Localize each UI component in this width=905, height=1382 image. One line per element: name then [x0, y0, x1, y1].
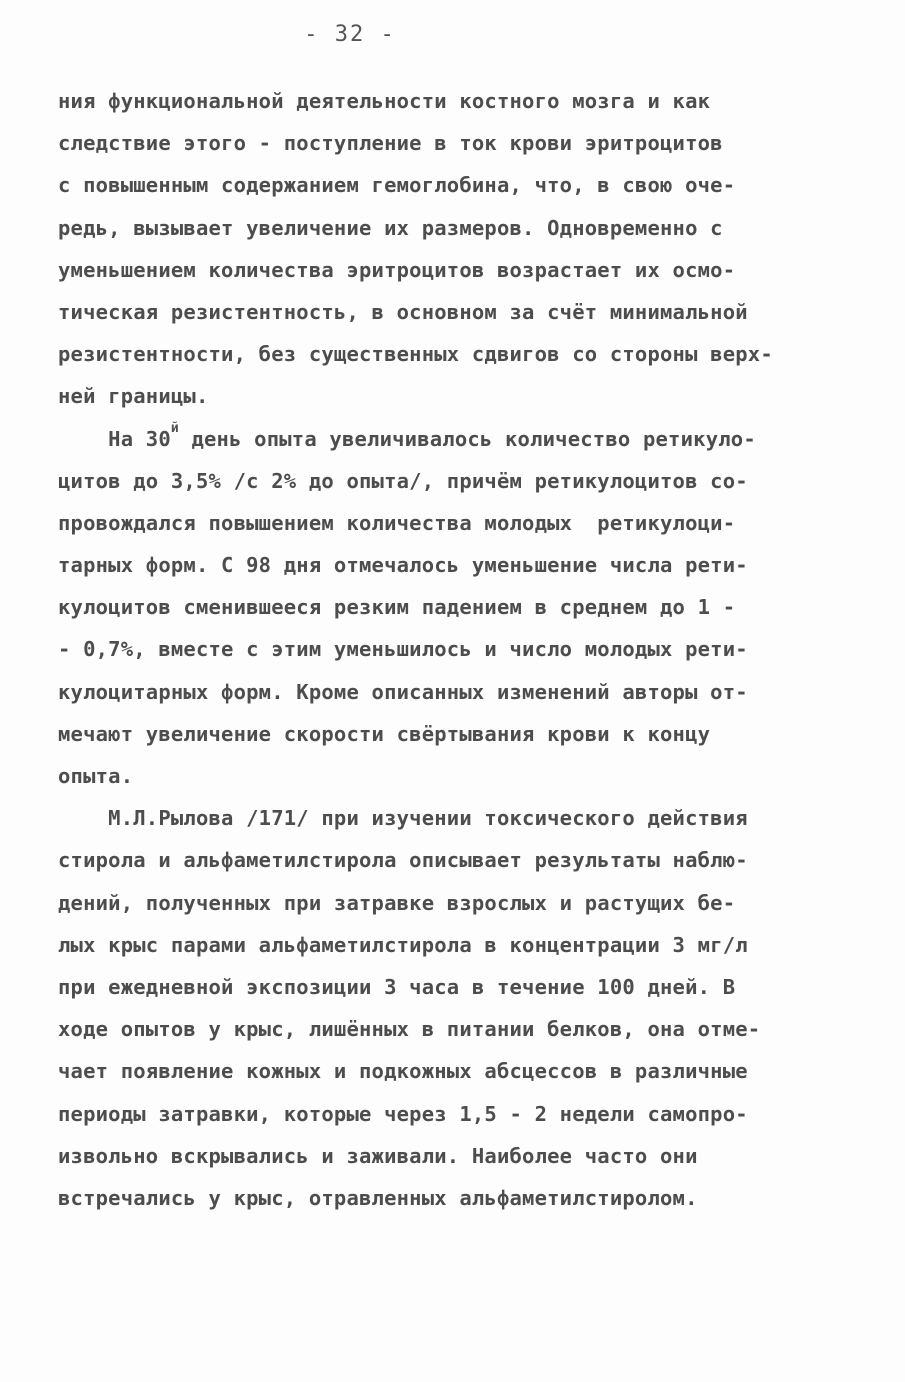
text-line: редь, вызывает увеличение их размеров. Одновременно с [58, 215, 723, 240]
text-line: - 0,7%, вместе с этим уменьшилось и число молодых рети- [58, 637, 748, 662]
text-line: стирола и альфаметилстирола описывает результаты наблю- [58, 848, 748, 873]
text-line: при ежедневной экспозиции 3 часа в течение 100 дней. В [58, 974, 736, 999]
page-number: - 32 - [304, 22, 396, 47]
text-line: мечают увеличение скорости свёртывания крови к концу [58, 721, 711, 746]
line-prefix: На 30 [58, 426, 171, 451]
body-text [58, 80, 858, 1219]
text-line: опыта. [58, 764, 134, 788]
text-line: резистентности, без существенных сдвигов со стороны верх- [58, 342, 773, 367]
text-line: лых крыс парами альфаметилстирола в концентрации 3 мг/л [58, 932, 748, 957]
text-line: кулоцитарных форм. Кроме описанных изменений авторы от- [58, 679, 748, 704]
text-line: следствие этого - поступление в ток крови эритроцитов [58, 131, 723, 156]
text-line: с повышенным содержанием гемоглобина, что, в свою оче- [58, 173, 736, 198]
text-line: ходе опытов у крыс, лишённых в питании белков, она отме- [58, 1017, 761, 1042]
text-line: извольно вскрывались и заживали. Наиболее часто они [58, 1143, 698, 1168]
text-line: уменьшением количества эритроцитов возрастает их осмо- [58, 257, 736, 282]
superscript: й [170, 420, 179, 436]
text-line-with-superscript [58, 418, 858, 460]
text-line: тарных форм. С 98 дня отмечалось уменьшение числа рети- [58, 553, 748, 578]
text-line: дений, полученных при затравке взрослых и растущих бе- [58, 890, 736, 915]
text-line: кулоцитов сменившееся резким падением в среднем до 1 - [58, 595, 736, 620]
text-line: встречались у крыс, отравленных альфаметилстиролом. [58, 1185, 698, 1210]
text-line: чает появление кожных и подкожных абсцессов в различные [58, 1059, 748, 1084]
text-line: периоды затравки, которые через 1,5 - 2 недели самопро- [58, 1101, 748, 1126]
text-line: цитов до 3,5% /с 2% до опыта/, причём ретикулоцитов со- [58, 468, 748, 493]
line-suffix: день опыта увеличивалось количество ретикуло- [178, 426, 756, 451]
text-line: ней границы. [58, 384, 209, 409]
text-line: провождался повышением количества молодых ретикулоци- [58, 510, 736, 535]
text-line: тическая резистентность, в основном за счёт минимальной [58, 299, 748, 324]
text-line: ния функциональной деятельности костного мозга и как [58, 89, 711, 113]
text-line: М.Л.Рылова /171/ при изучении токсического действия [58, 806, 748, 831]
